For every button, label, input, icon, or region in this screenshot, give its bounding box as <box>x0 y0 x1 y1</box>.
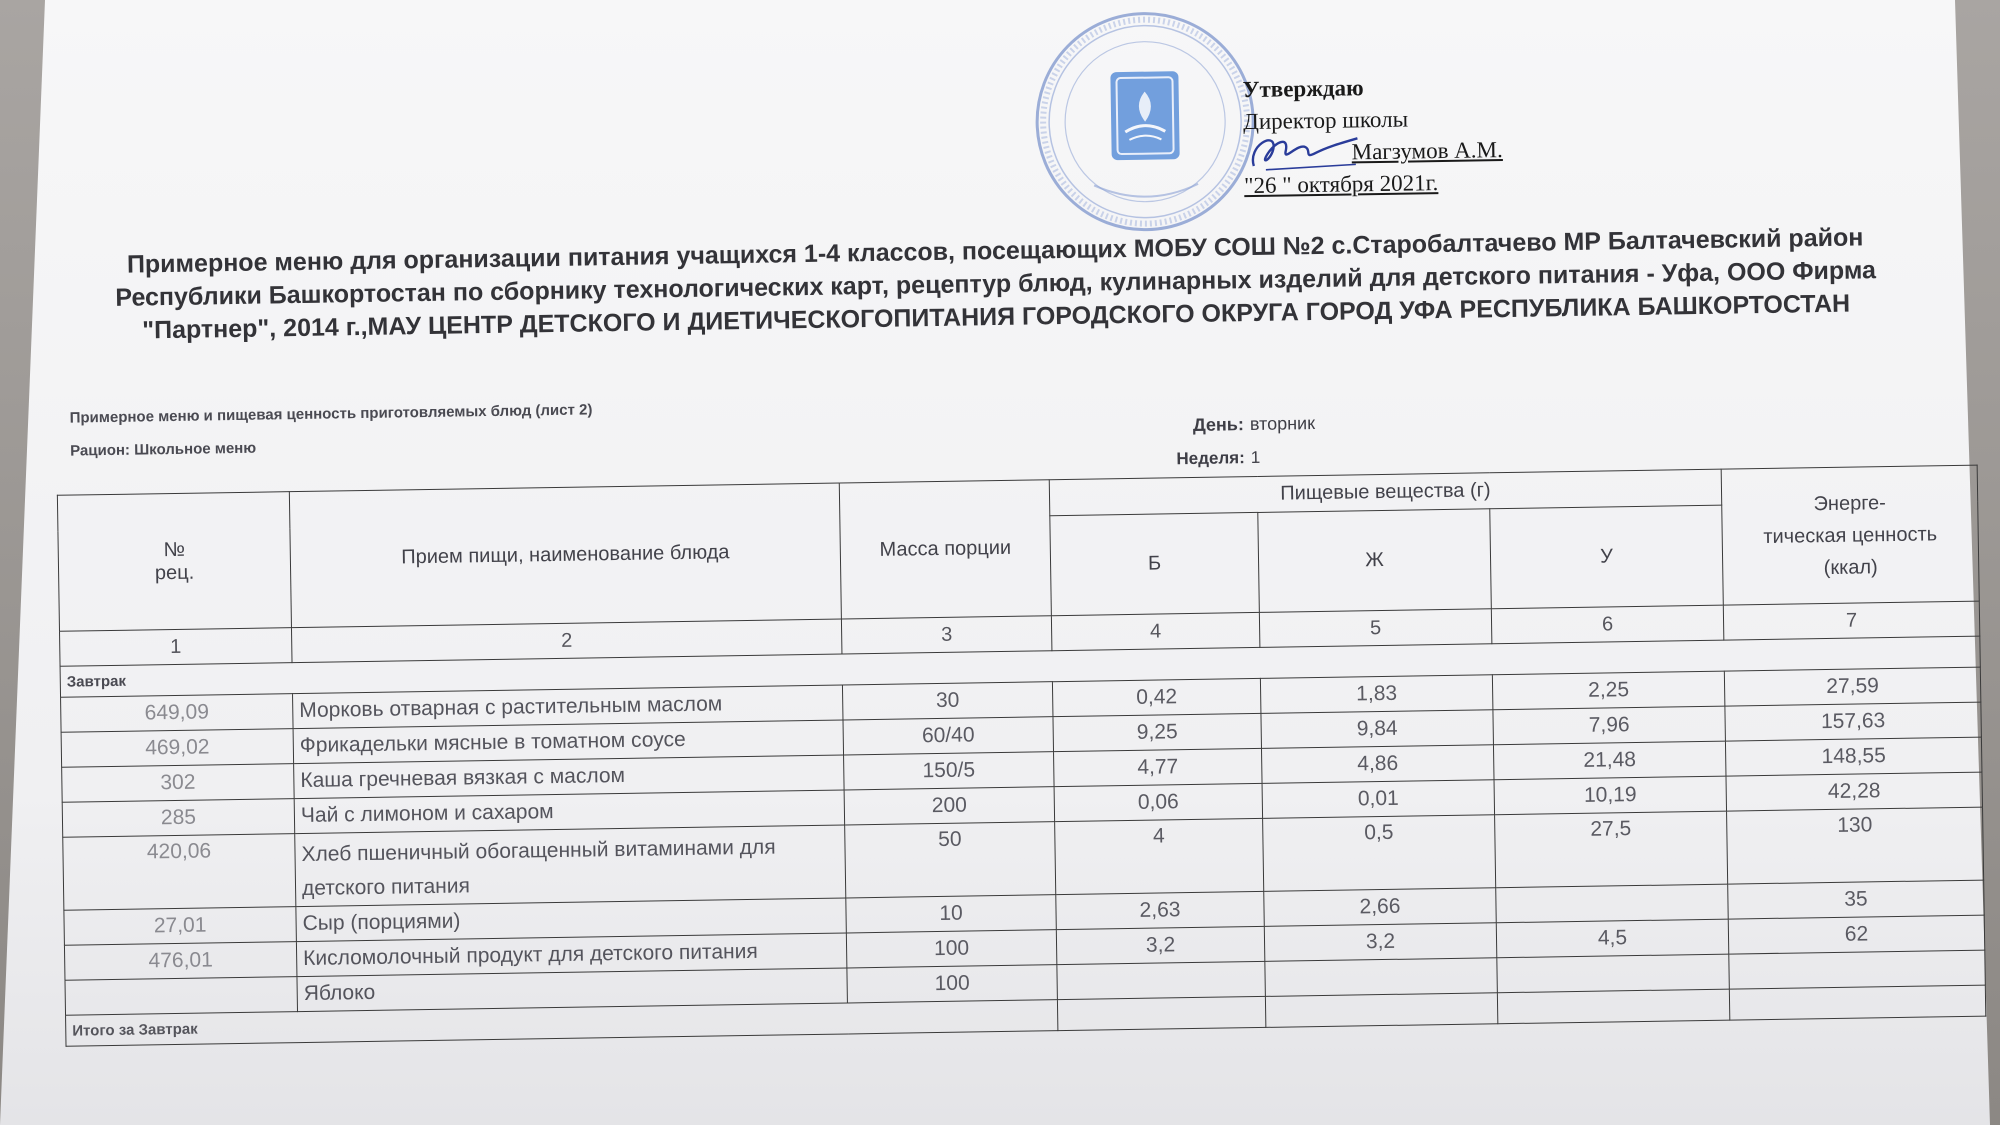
table-row: 420,06 Хлеб пшеничный обогащенный витаминами для детского питания 50 4 0,5 27,5 130 <box>63 807 1984 910</box>
approval-position: Директор школы <box>1242 106 1409 135</box>
section-row-breakfast: Завтрак <box>60 636 1980 697</box>
week-label: Неделя: <box>1176 448 1245 469</box>
approval-title: Утверждаю <box>1242 75 1364 103</box>
table-row: 302 Каша гречневая вязкая с маслом 150/5 4,77 4,86 21,48 148,55 <box>62 737 1982 802</box>
table-row: 27,01 Сыр (порциями) 10 2,63 2,66 35 <box>64 880 1984 945</box>
total-row-breakfast: Итого за Завтрак <box>66 985 1986 1046</box>
header-recipe-number: № рец. <box>57 492 291 632</box>
header-carbs: У <box>1490 505 1724 609</box>
header-meal-name: Прием пищи, наименование блюда <box>289 483 841 628</box>
table-row: 649,09 Морковь отварная с растительным маслом 30 0,42 1,83 2,25 27,59 <box>61 667 1981 732</box>
header-nutrients: Пищевые вещества (г) <box>1049 469 1721 516</box>
day-label: День: <box>1192 414 1245 435</box>
column-index-row: 1 2 3 4 5 6 7 <box>60 601 1980 666</box>
approval-date: "26 " октября 2021г. <box>1243 170 1439 199</box>
table-row: Яблоко 100 <box>65 950 1985 1015</box>
week-field <box>1176 448 1260 469</box>
week-value: 1 <box>1250 447 1261 468</box>
table-row: 469,02 Фрикадельки мясные в томатном соусе 60/40 9,25 9,84 7,96 157,63 <box>61 702 1981 767</box>
header-protein: Б <box>1050 512 1260 615</box>
official-stamp-icon <box>1031 8 1260 237</box>
table-row: 285 Чай с лимоном и сахаром 200 0,06 0,01 10,19 42,28 <box>62 772 1982 837</box>
approval-block <box>1242 70 1503 202</box>
sheet-subtitle: Примерное меню и пищевая ценность приготовляемых блюд (лист 2) <box>69 401 593 427</box>
header-fat: Ж <box>1258 509 1492 613</box>
header-portion-mass: Масса порции <box>839 480 1051 619</box>
header-energy: Энерге- тическая ценность (ккал) <box>1721 465 1979 605</box>
menu-table <box>57 465 1986 1047</box>
ration-label: Рацион: Школьное меню <box>70 439 257 460</box>
page-title: Примерное меню для организации питания учащихся 1-4 классов, посещающих МОБУ СОШ №2 с.Старобалтачево МР Балтачевский район Республики Башкортостан по сборнику технологических карт, рецептур блюд, кулинарных изделий для детского питания - Уфа, ООО Фирма "Партнер", 2014 г.,МАУ ЦЕНТР ДЕТСКОГО И ДИЕТИЧЕСКОГОПИТАНИЯ ГОРОДСКОГО ОКРУГА ГОРОД УФА РЕСПУБЛИКА БАШКОРТОСТАН <box>115 223 1877 345</box>
day-field <box>1193 413 1315 436</box>
day-value: вторник <box>1249 413 1316 435</box>
table-row: 476,01 Кисломолочный продукт для детского питания 100 3,2 3,2 4,5 62 <box>64 915 1984 980</box>
approval-name: Магзумов А.М. <box>1351 137 1503 165</box>
